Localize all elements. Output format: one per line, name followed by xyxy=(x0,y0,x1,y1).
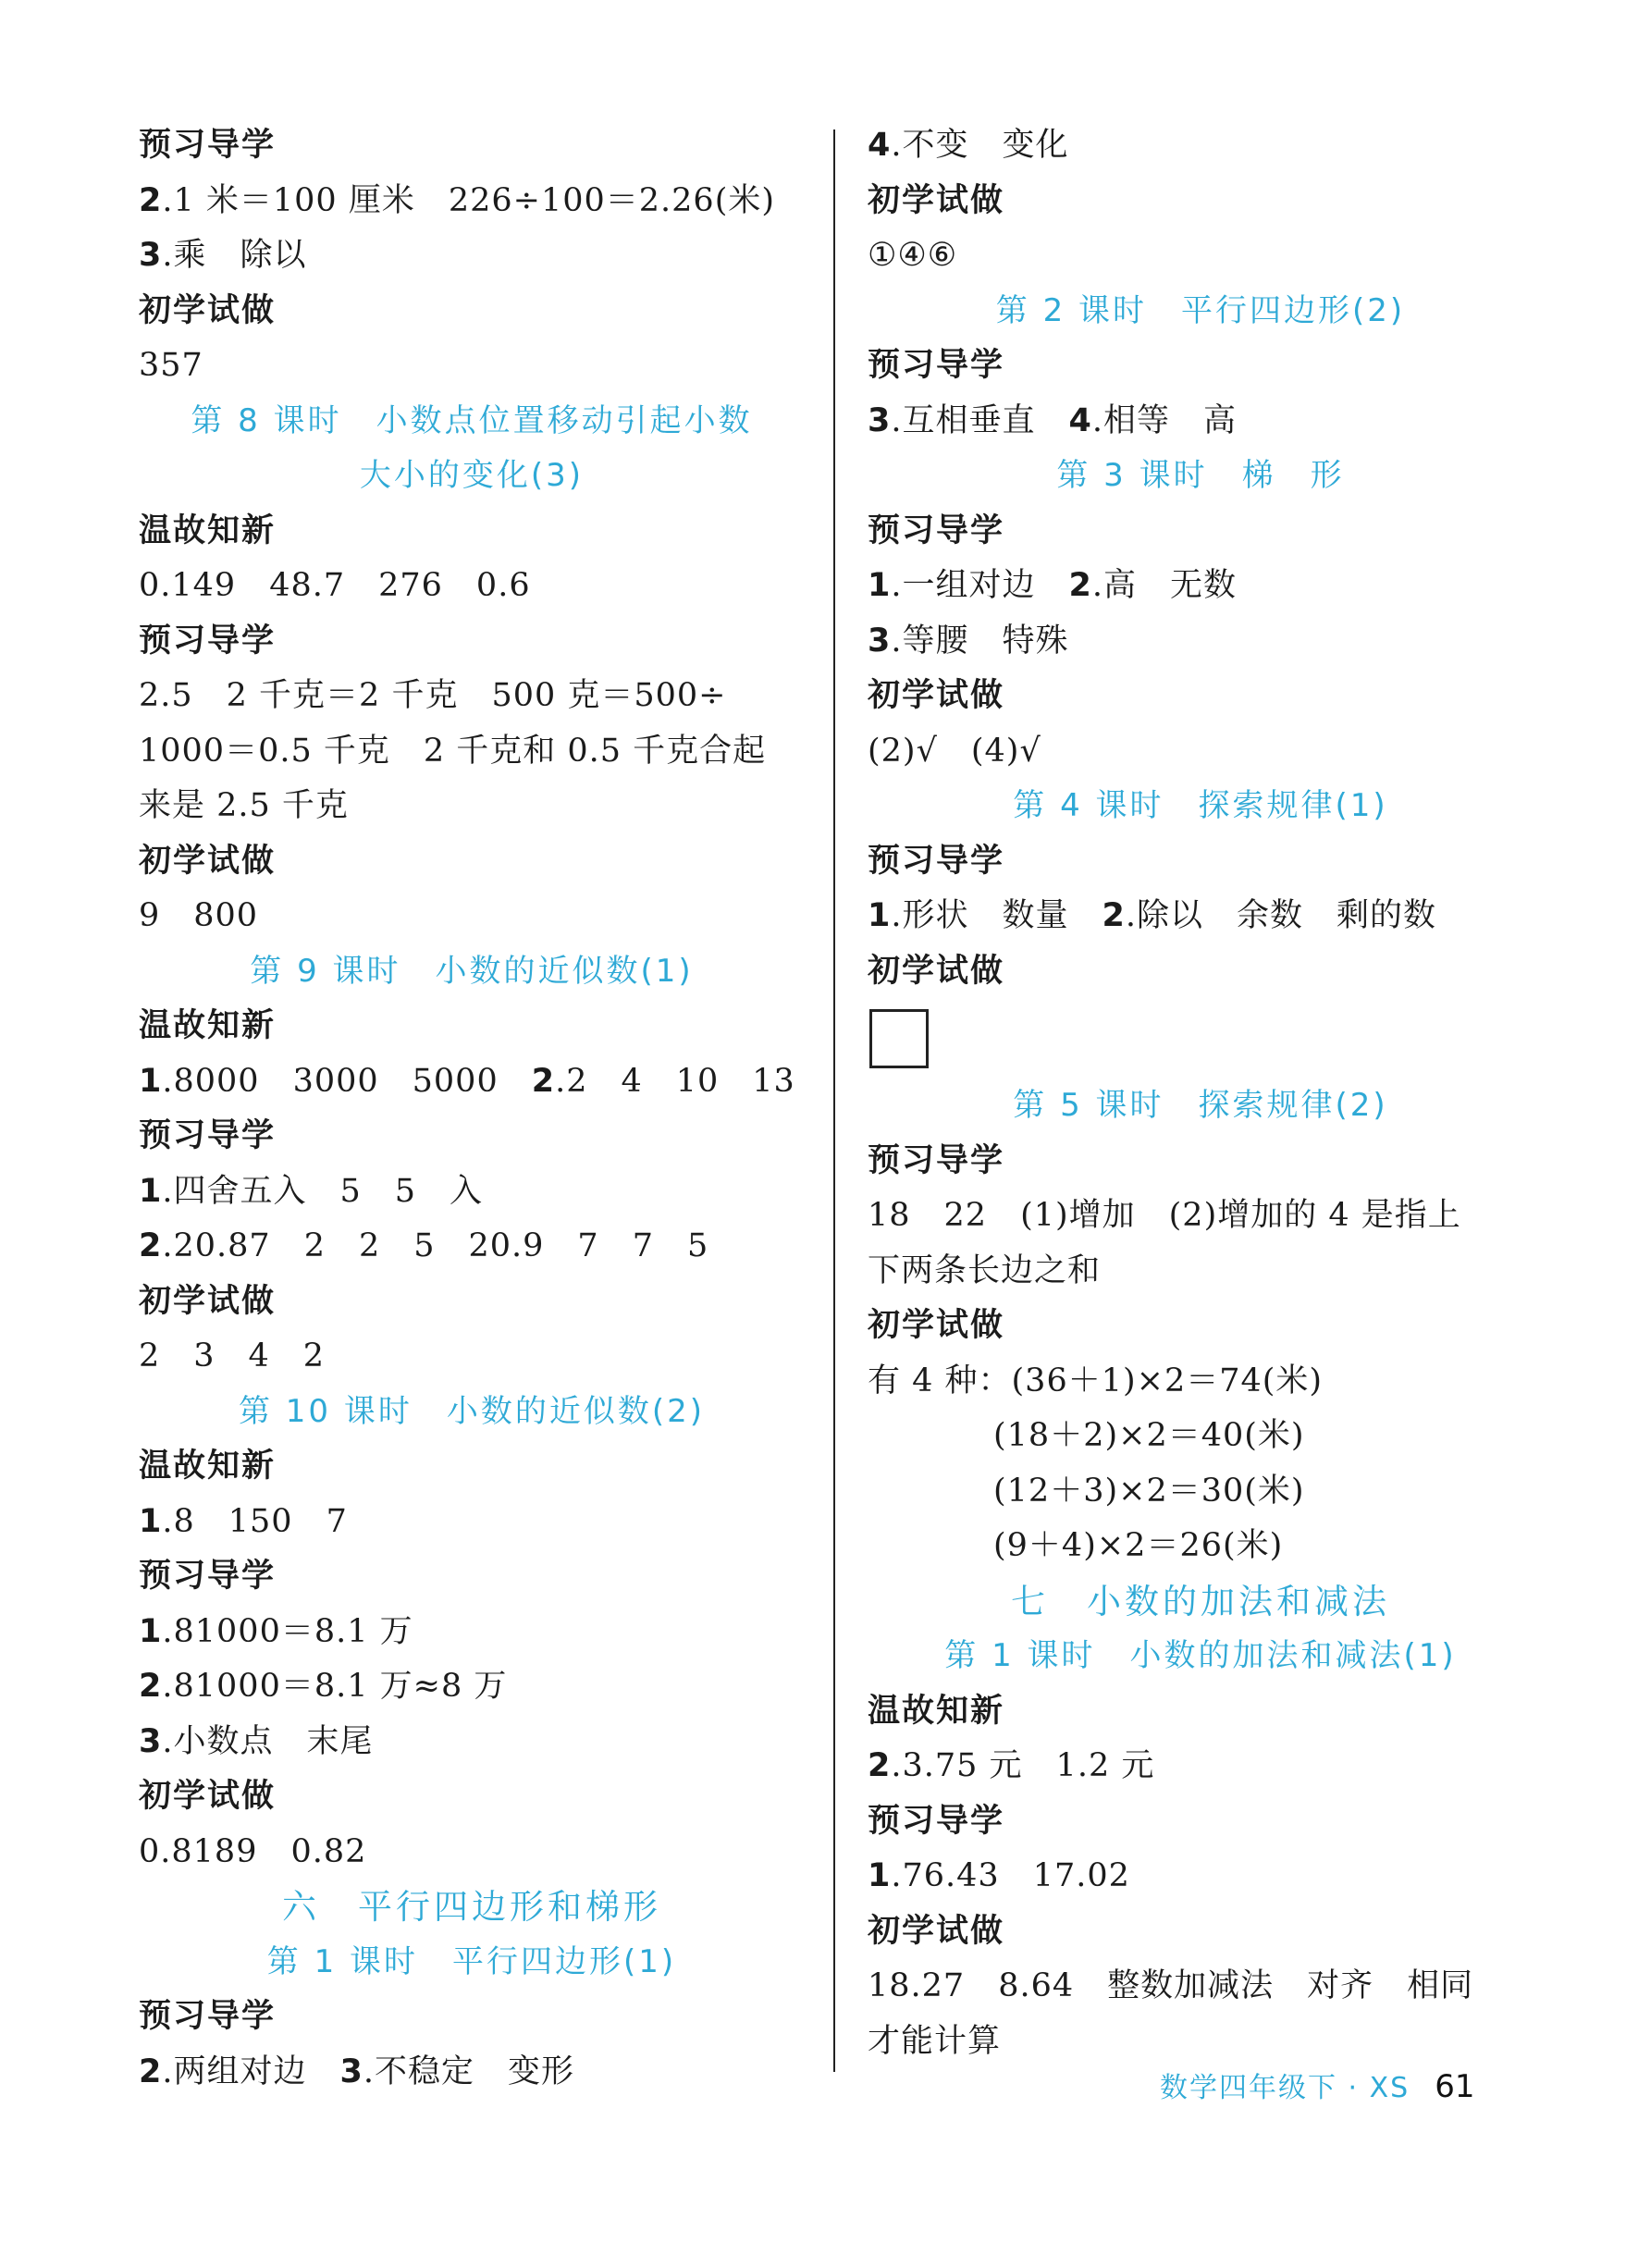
item-text: 357 xyxy=(139,347,203,384)
answer-line xyxy=(868,1354,1534,1410)
unit-title xyxy=(139,1880,805,1935)
answer-line: 1.8 150 7 xyxy=(139,1502,348,1540)
right-column xyxy=(868,118,1534,2069)
item-text: 2 4 10 13 xyxy=(566,1062,795,1100)
section-heading xyxy=(868,1904,1534,1960)
section-heading xyxy=(139,1769,805,1825)
item-text: 第 5 课时 探索规律(2) xyxy=(1013,1087,1388,1124)
item-text: ①④⑥ xyxy=(868,237,958,274)
item-number: 3 xyxy=(868,401,892,439)
item-text: 有 4 种：(36＋1)×2＝74(米) xyxy=(868,1362,1324,1399)
item-number: 1 xyxy=(139,1062,163,1100)
item-text: 预习导学 xyxy=(868,1802,1005,1840)
item-text: (9＋4)×2＝26(米) xyxy=(993,1527,1284,1564)
answer-box-line xyxy=(868,999,1534,1079)
item-text: 0.149 48.7 276 0.6 xyxy=(139,567,531,604)
item-text: 第 9 课时 小数的近似数(1) xyxy=(250,952,694,990)
answer-line xyxy=(868,1189,1534,1244)
item-text: 形状 数量 xyxy=(902,897,1102,934)
left-column xyxy=(139,118,805,2100)
item-text: (12＋3)×2＝30(米) xyxy=(993,1472,1305,1510)
footer-book-title: 数学四年级下 · XS xyxy=(1160,2072,1410,2104)
answer-line xyxy=(868,1244,1534,1300)
item-text: 高 无数 xyxy=(1103,567,1238,604)
item-number: 1 xyxy=(868,897,892,934)
item-text: 第 8 课时 小数点位置移动引起小数 xyxy=(191,401,753,439)
answer-line xyxy=(139,669,805,724)
lesson-title xyxy=(139,449,805,504)
lesson-title xyxy=(868,1079,1534,1134)
item-number: 3 xyxy=(139,237,163,274)
section-heading xyxy=(139,1439,805,1495)
answer-square-figure xyxy=(869,1009,929,1068)
item-text: 温故知新 xyxy=(139,1007,277,1044)
page-number: 61 xyxy=(1435,2068,1475,2105)
item-text: 18.27 8.64 整数加减法 对齐 相同 xyxy=(868,1967,1474,2004)
answer-line: 2.81000＝8.1 万≈8 万 xyxy=(139,1668,508,1705)
item-text: 等腰 特殊 xyxy=(902,622,1069,659)
answer-line: 2.1 米＝100 厘米 226÷100＝2.26(米) xyxy=(139,181,775,219)
item-text: 温故知新 xyxy=(139,512,277,549)
item-text: 预习导学 xyxy=(868,512,1005,549)
item-text: 预习导学 xyxy=(139,1558,277,1595)
answer-line: 1.81000＝8.1 万 xyxy=(139,1612,413,1650)
section-heading xyxy=(139,614,805,670)
item-text: 一组对边 xyxy=(902,567,1069,604)
column-divider xyxy=(833,129,835,2072)
item-text: 才能计算 xyxy=(868,2022,1002,2060)
item-number: 4 xyxy=(1068,401,1092,439)
section-heading xyxy=(868,1299,1534,1354)
item-text: 8000 3000 5000 xyxy=(173,1062,532,1100)
item-number: 2 xyxy=(531,1062,556,1100)
lesson-title xyxy=(139,944,805,1000)
item-text: 3.75 元 1.2 元 xyxy=(902,1747,1155,1784)
item-text: 第 2 课时 平行四边形(2) xyxy=(995,291,1406,329)
item-text: 七 小数的加法和减法 xyxy=(1011,1581,1390,1621)
item-text: 20.87 2 2 5 20.9 7 7 5 xyxy=(173,1227,709,1264)
item-text: 预习导学 xyxy=(868,842,1005,880)
item-text: 第 1 课时 平行四边形(1) xyxy=(266,1942,677,1980)
item-text: 第 1 课时 小数的加法和减法(1) xyxy=(944,1637,1457,1674)
item-text: 预习导学 xyxy=(139,127,277,164)
item-text: 温故知新 xyxy=(868,1692,1005,1730)
item-number: 3 xyxy=(139,1722,163,1760)
answer-line: 1.形状 数量 2.除以 余数 剩的数 xyxy=(868,897,1437,934)
answer-line xyxy=(139,339,805,394)
answer-line: 3.互相垂直 4.相等 高 xyxy=(868,401,1238,439)
item-number: 1 xyxy=(868,1857,892,1894)
item-text: 81000＝8.1 万≈8 万 xyxy=(173,1668,508,1705)
answer-line xyxy=(868,724,1534,780)
answer-line: 2.两组对边 3.不稳定 变形 xyxy=(139,2052,575,2090)
answer-line xyxy=(868,228,1534,284)
item-text: 大小的变化(3) xyxy=(359,457,585,494)
item-number: 3 xyxy=(868,622,892,659)
section-heading xyxy=(868,504,1534,560)
answer-line xyxy=(139,779,805,834)
item-text: 初学试做 xyxy=(139,842,277,880)
section-heading xyxy=(139,118,805,174)
item-text: 除以 余数 剩的数 xyxy=(1137,897,1437,934)
item-text: 76.43 17.02 xyxy=(902,1857,1130,1894)
item-text: 第 10 课时 小数的近似数(2) xyxy=(238,1392,706,1430)
item-number: 3 xyxy=(339,2052,363,2090)
item-number: 2 xyxy=(139,1668,163,1705)
lesson-title xyxy=(868,1629,1534,1684)
section-heading xyxy=(139,1549,805,1605)
answer-line xyxy=(139,1329,805,1385)
item-text: 初学试做 xyxy=(139,1778,277,1815)
item-number: 2 xyxy=(139,181,163,219)
section-heading xyxy=(868,339,1534,394)
answer-line: 3.小数点 末尾 xyxy=(139,1722,374,1760)
section-heading xyxy=(139,284,805,339)
answer-line: 2.20.87 2 2 5 20.9 7 7 5 xyxy=(139,1227,709,1264)
item-text: 初学试做 xyxy=(868,952,1005,990)
item-text: (2)√ (4)√ xyxy=(868,732,1041,770)
item-number: 1 xyxy=(139,1172,163,1210)
section-heading xyxy=(868,174,1534,229)
item-number: 2 xyxy=(868,1747,892,1784)
item-number: 1 xyxy=(139,1502,163,1540)
item-text: 初学试做 xyxy=(868,181,1005,219)
item-text: 初学试做 xyxy=(139,1282,277,1320)
item-text: 温故知新 xyxy=(139,1448,277,1485)
lesson-title xyxy=(139,1935,805,1991)
section-heading xyxy=(868,1794,1534,1850)
item-text: 2 3 4 2 xyxy=(139,1337,326,1374)
answer-line xyxy=(139,889,805,944)
page-footer xyxy=(1160,2059,1475,2114)
item-text: 0.8189 0.82 xyxy=(139,1832,367,1870)
item-text: 8 150 7 xyxy=(173,1502,348,1540)
item-text: 不变 变化 xyxy=(902,127,1069,164)
item-text: 预习导学 xyxy=(868,1141,1005,1179)
answer-line xyxy=(139,559,805,614)
item-text: 2.5 2 千克＝2 千克 500 克＝500÷ xyxy=(139,677,727,714)
answer-line: 2.3.75 元 1.2 元 xyxy=(868,1747,1155,1784)
item-number: 2 xyxy=(139,1227,163,1264)
section-heading xyxy=(139,1109,805,1165)
section-heading xyxy=(139,504,805,560)
lesson-title xyxy=(139,1385,805,1440)
unit-title xyxy=(868,1574,1534,1630)
item-text: 下两条长边之和 xyxy=(868,1251,1102,1289)
lesson-title xyxy=(139,394,805,450)
answer-line xyxy=(868,1959,1534,2015)
item-text: 互相垂直 xyxy=(902,401,1069,439)
answer-line: 1.76.43 17.02 xyxy=(868,1857,1130,1894)
item-text: 9 800 xyxy=(139,897,259,934)
section-heading xyxy=(139,999,805,1054)
section-heading xyxy=(139,1990,805,2045)
section-heading xyxy=(139,834,805,890)
answer-line xyxy=(868,1464,1534,1520)
item-number: 4 xyxy=(868,127,892,164)
item-text: 预习导学 xyxy=(139,622,277,659)
section-heading xyxy=(868,834,1534,890)
item-text: 初学试做 xyxy=(868,677,1005,714)
section-heading xyxy=(139,1275,805,1330)
lesson-title xyxy=(868,284,1534,339)
item-text: 初学试做 xyxy=(868,1912,1005,1950)
item-text: 两组对边 xyxy=(173,2052,340,2090)
item-text: 1000＝0.5 千克 2 千克和 0.5 千克合起 xyxy=(139,732,767,770)
item-number: 1 xyxy=(868,567,892,604)
item-text: 四舍五入 5 5 入 xyxy=(173,1172,484,1210)
item-text: 初学试做 xyxy=(139,291,277,329)
answer-line: 1.8000 3000 5000 2.2 4 10 13 xyxy=(139,1062,795,1100)
section-heading xyxy=(868,669,1534,724)
item-text: 第 3 课时 梯 形 xyxy=(1056,457,1345,494)
section-heading xyxy=(868,1134,1534,1189)
item-number: 1 xyxy=(139,1612,163,1650)
item-text: (18＋2)×2＝40(米) xyxy=(993,1417,1305,1454)
item-text: 预习导学 xyxy=(139,1117,277,1154)
item-text: 预习导学 xyxy=(868,347,1005,384)
item-text: 六 平行四边形和梯形 xyxy=(282,1887,661,1927)
answer-line: 1.四舍五入 5 5 入 xyxy=(139,1172,484,1210)
answer-line xyxy=(139,1825,805,1880)
item-text: 来是 2.5 千克 xyxy=(139,787,349,824)
answer-line: 3.乘 除以 xyxy=(139,237,307,274)
item-number: 2 xyxy=(139,2052,163,2090)
answer-line xyxy=(139,724,805,780)
item-text: 不稳定 变形 xyxy=(375,2052,575,2090)
answer-line xyxy=(868,1409,1534,1464)
item-text: 小数点 末尾 xyxy=(173,1722,374,1760)
section-heading xyxy=(868,1684,1534,1740)
item-number: 2 xyxy=(1102,897,1126,934)
item-text: 1 米＝100 厘米 226÷100＝2.26(米) xyxy=(173,181,775,219)
lesson-title xyxy=(868,449,1534,504)
item-text: 预习导学 xyxy=(139,1998,277,2035)
lesson-title xyxy=(868,779,1534,834)
item-text: 第 4 课时 探索规律(1) xyxy=(1013,787,1388,824)
answer-line xyxy=(868,1519,1534,1574)
item-text: 乘 除以 xyxy=(173,237,307,274)
item-text: 相等 高 xyxy=(1103,401,1238,439)
item-number: 2 xyxy=(1068,567,1092,604)
answer-line: 3.等腰 特殊 xyxy=(868,622,1069,659)
item-text: 81000＝8.1 万 xyxy=(173,1612,413,1650)
item-text: 18 22 (1)增加 (2)增加的 4 是指上 xyxy=(868,1197,1461,1234)
answer-line: 4.不变 变化 xyxy=(868,127,1069,164)
section-heading xyxy=(868,944,1534,1000)
item-text: 初学试做 xyxy=(868,1307,1005,1344)
answer-line: 1.一组对边 2.高 无数 xyxy=(868,567,1238,604)
